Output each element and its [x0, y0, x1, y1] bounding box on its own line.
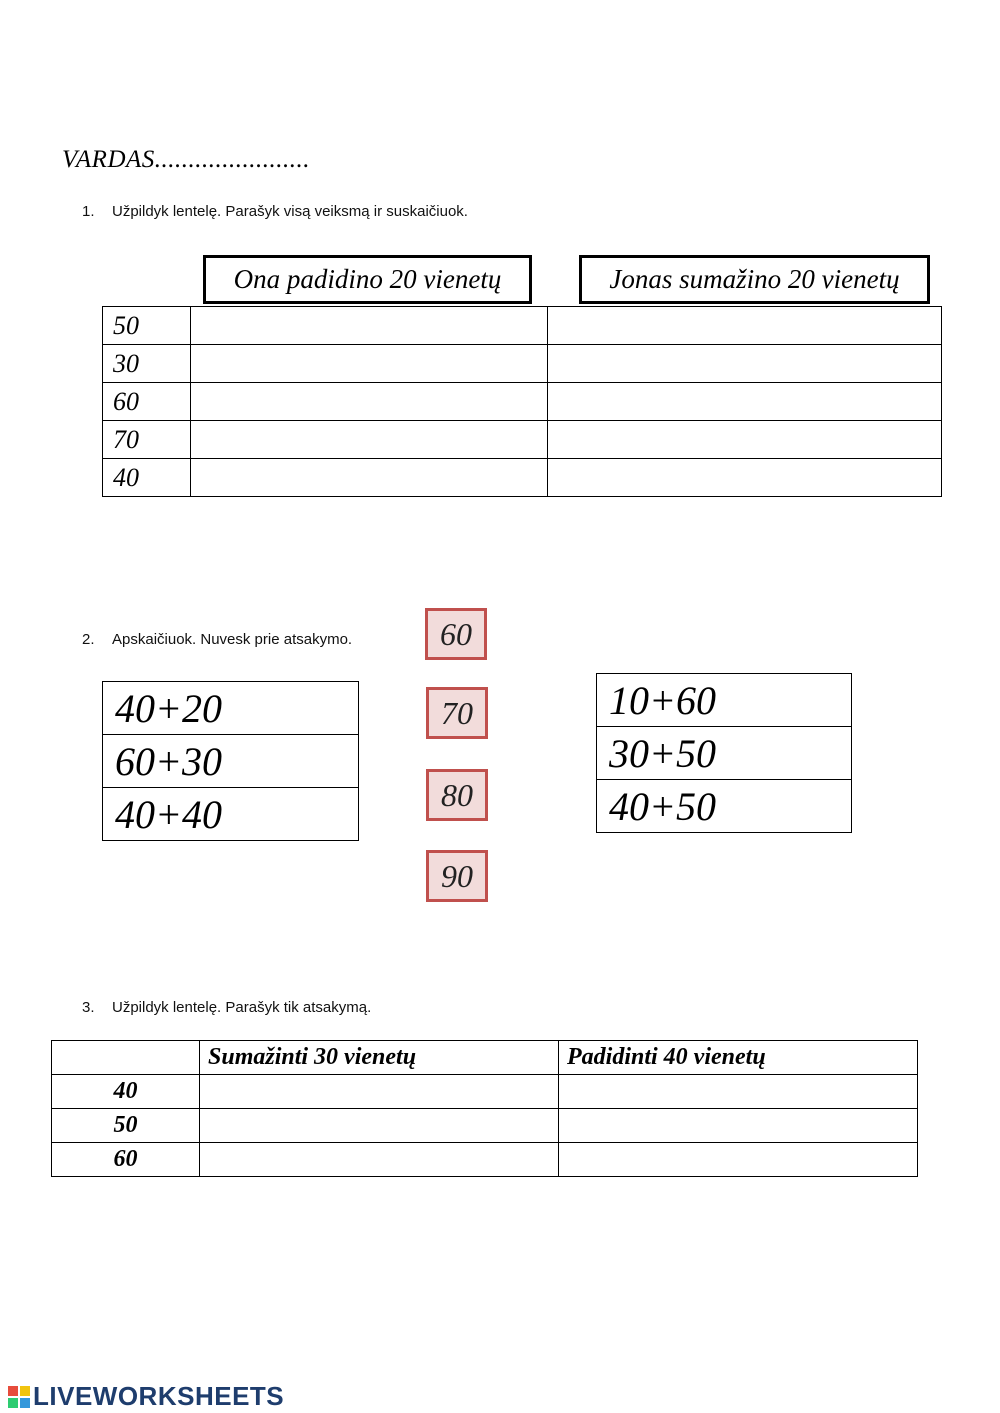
answer-cell[interactable]	[548, 307, 942, 345]
answer-cell[interactable]	[559, 1075, 918, 1109]
expression-cell[interactable]: 30+50	[597, 727, 852, 780]
table-section-1	[102, 306, 942, 497]
row-label: 50	[52, 1109, 200, 1143]
expression-cell[interactable]: 40+40	[103, 788, 359, 841]
row-label: 30	[103, 345, 191, 383]
answer-box[interactable]: 70	[426, 687, 488, 739]
answer-cell[interactable]	[191, 383, 548, 421]
column-header-ona: Ona padidino 20 vienetų	[203, 255, 532, 304]
table-row	[103, 788, 359, 841]
table-row	[103, 383, 942, 421]
table-row	[103, 307, 942, 345]
answer-cell[interactable]	[548, 421, 942, 459]
liveworksheets-logo-icon	[8, 1386, 30, 1408]
answer-cell[interactable]	[559, 1109, 918, 1143]
instruction-2-text: Apskaičiuok. Nuvesk prie atsakymo.	[112, 631, 353, 648]
liveworksheets-logo[interactable]	[8, 1381, 284, 1412]
left-expression-table	[102, 681, 359, 841]
column-header-jonas: Jonas sumažino 20 vienetų	[579, 255, 930, 304]
table-row	[103, 682, 359, 735]
instruction-2-number: 2.	[82, 631, 95, 648]
table-row	[103, 345, 942, 383]
table-row	[597, 674, 852, 727]
table-row	[103, 421, 942, 459]
name-label: VARDAS.......................	[62, 146, 311, 173]
column-header-increase: Padidinti 40 vienetų	[559, 1041, 918, 1075]
column-header-decrease: Sumažinti 30 vienetų	[200, 1041, 559, 1075]
instruction-2	[82, 631, 352, 648]
expression-cell[interactable]: 40+50	[597, 780, 852, 833]
answer-cell[interactable]	[548, 383, 942, 421]
logo-text: LIVEWORKSHEETS	[33, 1381, 285, 1411]
answer-box[interactable]: 80	[426, 769, 488, 821]
row-label: 70	[103, 421, 191, 459]
table-row	[103, 459, 942, 497]
answer-cell[interactable]	[191, 421, 548, 459]
row-label: 60	[103, 383, 191, 421]
instruction-1-number: 1.	[82, 203, 95, 220]
right-expression-table	[596, 673, 852, 833]
instruction-3-text: Užpildyk lentelę. Parašyk tik atsakymą.	[112, 999, 372, 1016]
answer-cell[interactable]	[548, 345, 942, 383]
instruction-1	[82, 203, 468, 220]
instruction-3-number: 3.	[82, 999, 95, 1016]
answer-cell[interactable]	[191, 459, 548, 497]
table-row	[597, 727, 852, 780]
expression-cell[interactable]: 60+30	[103, 735, 359, 788]
row-label: 40	[103, 459, 191, 497]
table-row	[597, 780, 852, 833]
instruction-3	[82, 999, 371, 1016]
expression-cell[interactable]: 40+20	[103, 682, 359, 735]
row-label: 50	[103, 307, 191, 345]
table-row	[52, 1109, 918, 1143]
row-label: 40	[52, 1075, 200, 1109]
expression-cell[interactable]: 10+60	[597, 674, 852, 727]
table-row	[52, 1075, 918, 1109]
table-row	[103, 735, 359, 788]
answer-cell[interactable]	[200, 1075, 559, 1109]
answer-cell[interactable]	[200, 1109, 559, 1143]
row-label: 60	[52, 1143, 200, 1177]
table-row	[52, 1143, 918, 1177]
table-section-3	[51, 1040, 918, 1177]
answer-box[interactable]: 60	[425, 608, 487, 660]
answer-cell[interactable]	[191, 345, 548, 383]
answer-cell[interactable]	[200, 1143, 559, 1177]
instruction-1-text: Užpildyk lentelę. Parašyk visą veiksmą ir suskaičiuok.	[112, 203, 468, 220]
answer-cell[interactable]	[191, 307, 548, 345]
table-header-row	[52, 1041, 918, 1075]
answer-cell[interactable]	[559, 1143, 918, 1177]
empty-corner-cell	[52, 1041, 200, 1075]
answer-box[interactable]: 90	[426, 850, 488, 902]
answer-cell[interactable]	[548, 459, 942, 497]
